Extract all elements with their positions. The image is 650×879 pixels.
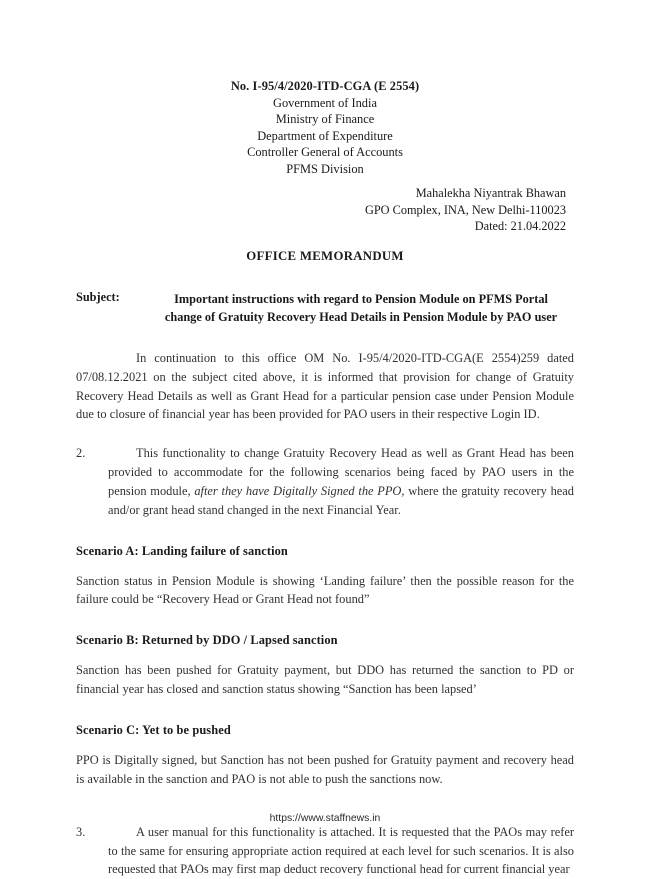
dated-line: Dated: 21.04.2022: [474, 219, 566, 234]
paragraph-2-number: 2.: [76, 446, 86, 461]
scenario-a-body: Sanction status in Pension Module is showing ‘Landing failure’ then the possible reason for the failure could be “Recovery Head or Grant Head not found”: [76, 573, 574, 607]
org-line-4: Controller General of Accounts: [247, 145, 403, 160]
subject-block: [76, 290, 574, 327]
paragraph-2-block: [76, 444, 574, 519]
paragraph-3-block: [76, 823, 574, 879]
org-line-2: Ministry of Finance: [275, 112, 375, 127]
scenario-b-heading: Scenario B: Returned by DDO / Lapsed sanction: [76, 633, 338, 648]
paragraph-3: A user manual for this functionality is attached. It is requested that the PAOs may refer to the same for ensuring appropriate action required at each level for such scenarios. It is also requested that PAOs may first map deduct recovery functional head for current financial year: [108, 824, 574, 877]
paragraph-2: [108, 444, 574, 519]
paragraph-2-text-after: where the gratuity recovery head and/or grant head stand changed in the next Financial Year.: [108, 483, 574, 517]
scenario-a-heading: Scenario A: Landing failure of sanction: [76, 543, 288, 558]
subject-line-1: Important instructions with regard to Pension Module on PFMS Portal: [174, 292, 548, 307]
paragraph-2-text-before: This functionality to change Gratuity Recovery Head as well as Grant Head has been provided to accommodate for the following scenarios being faced by PAO users in the pension module,: [108, 446, 574, 498]
subject-label: Subject:: [76, 290, 120, 305]
paragraph-3-number: 3.: [76, 824, 86, 839]
org-line-1: Government of India: [273, 95, 377, 110]
footer-url[interactable]: https://www.staffnews.in: [269, 813, 381, 824]
address-line-2: GPO Complex, INA, New Delhi-110023: [364, 202, 566, 217]
scenario-c-body: PPO is Digitally signed, but Sanction has not been pushed for Gratuity payment and recovery head is available in the sanction and PAO is not able to push the sanctions now.: [76, 753, 574, 786]
subject-text: [148, 290, 574, 327]
address-line-1: Mahalekha Niyantrak Bhawan: [415, 186, 566, 201]
org-line-3: Department of Expenditure: [257, 128, 393, 143]
org-line-5: PFMS Division: [286, 161, 364, 176]
scenario-c-heading: Scenario C: Yet to be pushed: [76, 723, 231, 738]
scenario-b-body: Sanction has been pushed for Gratuity payment, but DDO has returned the sanction to PD or financial year has closed and sanction status showing “Sanction has been lapsed’: [76, 663, 574, 697]
reference-number: No. I-95/4/2020-ITD-CGA (E 2554): [230, 79, 420, 93]
paragraph-1: In continuation to this office OM No. I-95/4/2020-ITD-CGA(E 2554)259 dated 07/08.12.2021 on the subject cited above, it is informed that provision for change of Gratuity Recovery Head Details as well as Grant Head for a particular pension case under Pension Module due to closure of financial year has been provided for PAO users in their respective Login ID.: [76, 350, 574, 422]
paragraph-2-italic: after they have Digitally Signed the PPO,: [194, 483, 405, 498]
subject-line-2: change of Gratuity Recovery Head Details in Pension Module by PAO user: [164, 310, 558, 325]
page-title: OFFICE MEMORANDUM: [246, 249, 404, 264]
address-block: [76, 185, 574, 235]
